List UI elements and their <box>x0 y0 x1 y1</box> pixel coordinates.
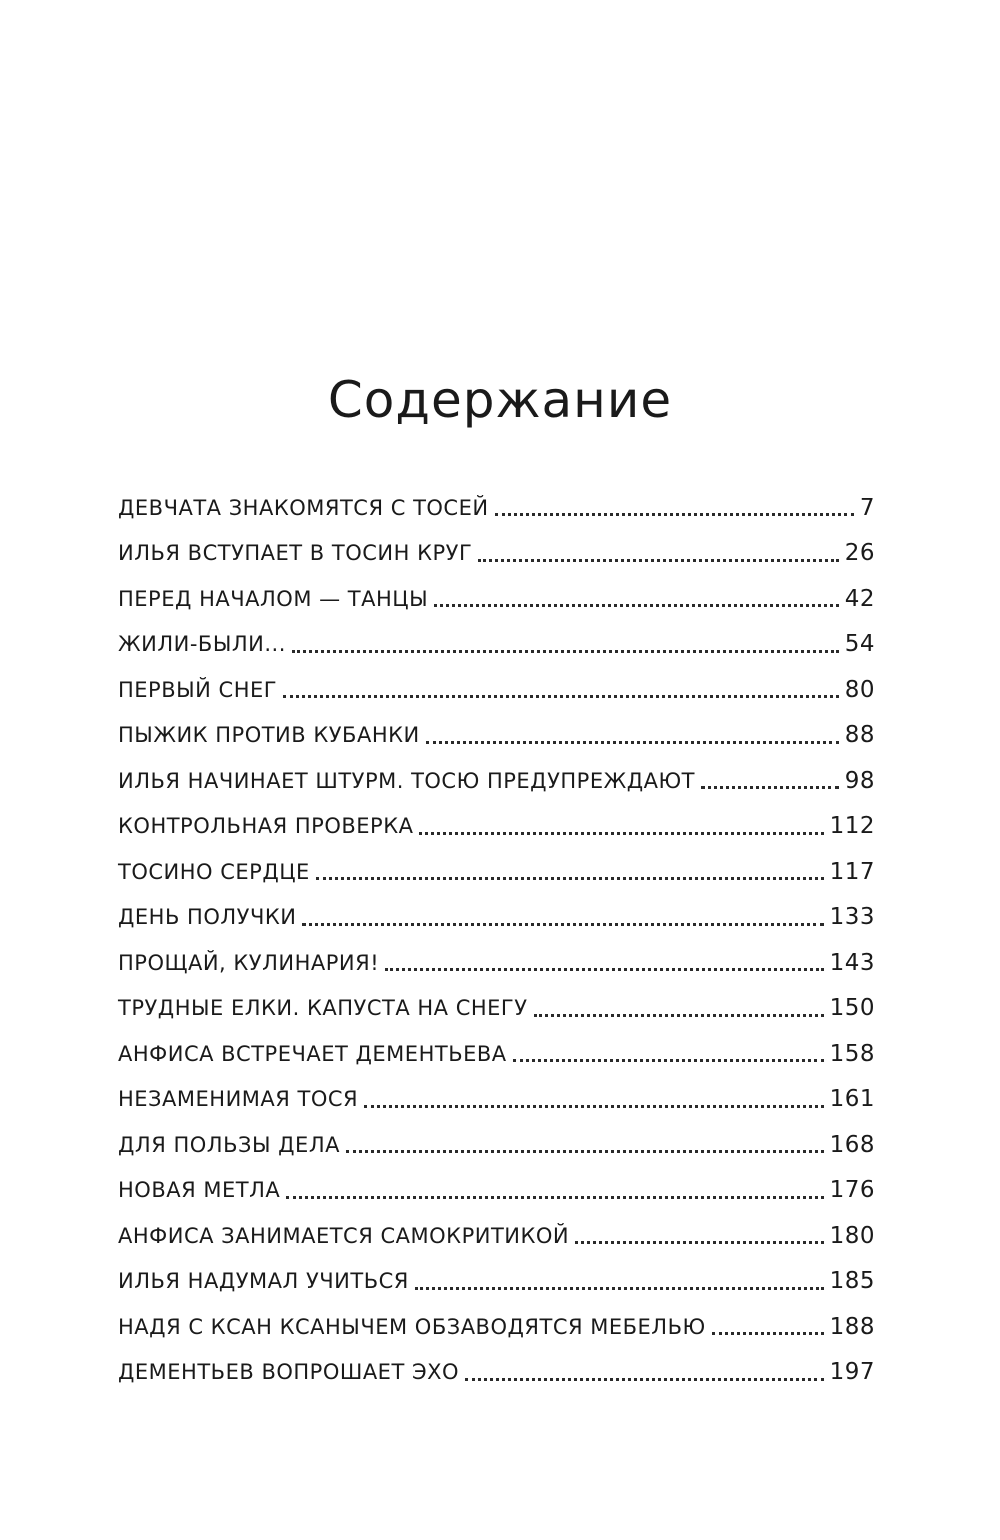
dot-leader <box>415 1287 824 1290</box>
toc-entry <box>118 576 875 622</box>
toc-entry-title: НАДЯ С КСАН КСАНЫЧЕМ ОБЗАВОДЯТСЯ МЕБЕЛЬЮ <box>118 1314 706 1339</box>
toc-entry-title: ДЕМЕНТЬЕВ ВОПРОШАЕТ ЭХО <box>118 1360 460 1385</box>
toc-entry <box>118 849 875 895</box>
dot-leader <box>302 923 823 926</box>
dot-leader <box>426 741 839 744</box>
toc-page-number: 161 <box>829 1086 875 1113</box>
dot-leader <box>292 650 839 653</box>
toc-entry-title: ПЫЖИК ПРОТИВ КУБАНКИ <box>118 723 420 748</box>
toc-entry <box>118 1077 875 1123</box>
toc-entry <box>118 1304 875 1350</box>
toc-page-number: 42 <box>844 585 875 612</box>
toc-page-number: 98 <box>844 767 875 794</box>
toc-entry-title: ДЛЯ ПОЛЬЗЫ ДЕЛА <box>118 1132 340 1157</box>
toc-entry-title: ДЕВЧАТА ЗНАКОМЯТСЯ С ТОСЕЙ <box>118 495 489 520</box>
toc-page-number: 7 <box>859 494 875 521</box>
dot-leader <box>575 1241 823 1244</box>
dot-leader <box>346 1150 824 1153</box>
dot-leader <box>712 1332 824 1335</box>
dot-leader <box>534 1014 824 1017</box>
toc-entry-title: АНФИСА ЗАНИМАЕТСЯ САМОКРИТИКОЙ <box>118 1223 570 1248</box>
toc-entry-title: ЖИЛИ-БЫЛИ... <box>118 632 286 657</box>
toc-page-number: 168 <box>829 1131 875 1158</box>
toc-entry <box>118 940 875 986</box>
toc-entry-title: АНФИСА ВСТРЕЧАЕТ ДЕМЕНТЬЕВА <box>118 1041 507 1066</box>
dot-leader <box>419 832 823 835</box>
toc-page-number: 117 <box>829 858 875 885</box>
toc-page-number: 133 <box>829 904 875 931</box>
toc-page-number: 180 <box>829 1222 875 1249</box>
toc-entry <box>118 531 875 577</box>
toc-entry-title: ИЛЬЯ НАДУМАЛ УЧИТЬСЯ <box>118 1269 409 1294</box>
toc-entry <box>118 986 875 1032</box>
toc-page-number: 188 <box>829 1313 875 1340</box>
toc-entry-title: ИЛЬЯ ВСТУПАЕТ В ТОСИН КРУГ <box>118 541 473 566</box>
toc-entry-title: ПЕРВЫЙ СНЕГ <box>118 677 278 702</box>
toc-entry <box>118 804 875 850</box>
page-title: Содержание <box>327 371 673 429</box>
toc-page-number: 158 <box>829 1040 875 1067</box>
toc-entry <box>118 895 875 941</box>
toc-page-number: 197 <box>829 1359 875 1386</box>
toc-entry <box>118 667 875 713</box>
dot-leader <box>316 877 824 880</box>
toc-entry-title: НЕЗАМЕНИМАЯ ТОСЯ <box>118 1087 359 1112</box>
toc-entry-title: ДЕНЬ ПОЛУЧКИ <box>118 905 297 930</box>
table-of-contents <box>118 485 875 1395</box>
dot-leader <box>513 1059 824 1062</box>
toc-entry-title: ПЕРЕД НАЧАЛОМ — ТАНЦЫ <box>118 586 429 611</box>
toc-entry-title: НОВАЯ МЕТЛА <box>118 1178 281 1203</box>
dot-leader <box>364 1105 823 1108</box>
dot-leader <box>286 1196 823 1199</box>
toc-page-number: 185 <box>829 1268 875 1295</box>
toc-entry-title: ТОСИНО СЕРДЦЕ <box>118 859 310 884</box>
toc-entry <box>118 1031 875 1077</box>
toc-page-number: 143 <box>829 949 875 976</box>
dot-leader <box>495 513 854 516</box>
toc-page-number: 80 <box>844 676 875 703</box>
toc-page-number: 26 <box>844 540 875 567</box>
toc-entry <box>118 1213 875 1259</box>
toc-entry <box>118 622 875 668</box>
toc-page-number: 54 <box>844 631 875 658</box>
toc-entry-title: ПРОЩАЙ, КУЛИНАРИЯ! <box>118 950 380 975</box>
dot-leader <box>283 695 839 698</box>
toc-entry <box>118 1350 875 1396</box>
toc-entry <box>118 758 875 804</box>
dot-leader <box>434 604 839 607</box>
toc-entry-title: КОНТРОЛЬНАЯ ПРОВЕРКА <box>118 814 414 839</box>
dot-leader <box>465 1378 824 1381</box>
toc-entry <box>118 1259 875 1305</box>
toc-entry <box>118 1122 875 1168</box>
toc-entry <box>118 1168 875 1214</box>
toc-page-number: 176 <box>829 1177 875 1204</box>
dot-leader <box>478 559 838 562</box>
toc-entry-title: ТРУДНЫЕ ЕЛКИ. КАПУСТА НА СНЕГУ <box>118 996 528 1021</box>
toc-entry <box>118 485 875 531</box>
toc-entry-title: ИЛЬЯ НАЧИНАЕТ ШТУРМ. ТОСЮ ПРЕДУПРЕЖДАЮТ <box>118 768 695 793</box>
dot-leader <box>701 786 839 789</box>
toc-page-number: 150 <box>829 995 875 1022</box>
dot-leader <box>385 968 823 971</box>
toc-entry <box>118 713 875 759</box>
toc-page-number: 112 <box>829 813 875 840</box>
toc-page-number: 88 <box>844 722 875 749</box>
